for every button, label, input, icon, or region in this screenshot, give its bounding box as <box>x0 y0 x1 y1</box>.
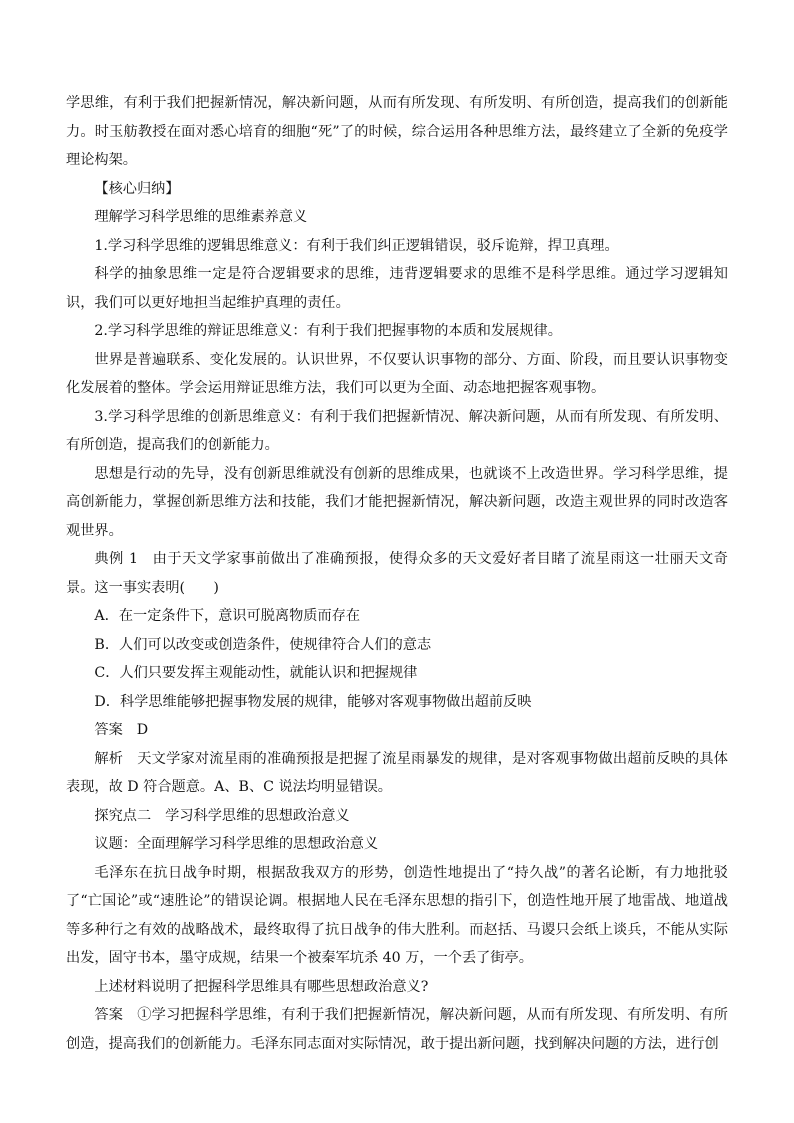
explore-title: 学习科学思维的思想政治意义 <box>165 807 350 824</box>
logic-significance: 1.学习科学思维的逻辑思维意义：有利于我们纠正逻辑错误，驳斥诡辩，捍卫真理。 <box>94 237 619 254</box>
answer-value: D <box>136 722 149 738</box>
option-c: C．人们只要发挥主观能动性，就能认识和把握规律 <box>94 665 418 681</box>
answer2-paragraph <box>66 1001 728 1058</box>
analysis-label: 解析 <box>94 750 124 767</box>
dialectic-significance: 2.学习科学思维的辩证思维意义：有利于我们把握事物的本质和发展规律。 <box>94 323 562 339</box>
logic-detail: 科学的抽象思维一定是符合逻辑要求的思维，违背逻辑要求的思维不是科学思维。通过学习逻辑知识，我们可以更好地担当起维护真理的责任。 <box>66 266 728 311</box>
explore-label: 探究点二 <box>94 807 152 824</box>
option-b: B．人们可以改变或创造条件，使规律符合人们的意志 <box>94 636 432 653</box>
example-question <box>66 545 728 602</box>
answer-label: 答案 <box>94 722 123 738</box>
answer2-label: 答案 <box>94 1007 124 1023</box>
answer-line <box>66 716 728 745</box>
analysis-line <box>66 745 728 802</box>
option-d: D．科学思维能够把握事物发展的规律，能够对客观事物做出超前反映 <box>94 693 532 710</box>
topic-line: 议题：全面理解学习科学思维的思想政治意义 <box>94 836 379 852</box>
analysis-text: 天文学家对流星雨的准确预报是把握了流星雨暴发的规律，是对客观事物做出超前反映的具体表现，故 D 符合题意。A、B、C 说法均明显错误。 <box>66 750 728 795</box>
question-line: 上述材料说明了把握科学思维具有哪些思想政治意义? <box>94 978 429 995</box>
answer2-text: ①学习把握科学思维，有利于我们把握新情况，解决新问题，从而有所发现、有所发明、有所创造，提高我们的创新能力。毛泽东同志面对实际情况，敢于提出新问题，找到解决问题的方法，进行创 <box>66 1007 728 1052</box>
document-body <box>66 89 728 1058</box>
understand-line: 理解学习科学思维的思维素养意义 <box>94 209 308 225</box>
explore-heading <box>66 802 728 831</box>
innovation-detail: 思想是行动的先导，没有创新思维就没有创新的思维成果，也就谈不上改造世界。学习科学思维，提高创新能力，掌握创新思维方法和技能，我们才能把握新情况，解决新问题，改造主观世界的同时改造客观世界。 <box>66 465 728 539</box>
option-a: A．在一定条件下，意识可脱离物质而存在 <box>94 608 361 624</box>
core-summary-heading: 【核心归纳】 <box>94 180 180 197</box>
dialectic-detail: 世界是普遍联系、变化发展的。认识世界，不仅要认识事物的部分、方面、阶段，而且要认识事物变化发展着的整体。学会运用辩证思维方法，我们可以更为全面、动态地把握客观事物。 <box>66 351 728 396</box>
intro-paragraph: 学思维，有利于我们把握新情况，解决新问题，从而有所发现、有所发明、有所创造，提高我们的创新能力。时玉舫教授在面对悉心培育的细胞“死”了的时候，综合运用各种思维方法，最终建立了全新的免疫学理论构架。 <box>66 95 728 168</box>
innovation-significance: 3.学习科学思维的创新思维意义：有利于我们把握新情况、解决新问题，从而有所发现、有所发明、有所创造，提高我们的创新能力。 <box>66 408 728 453</box>
example-text: 由于天文学家事前做出了准确预报，使得众多的天文爱好者目睹了流星雨这一壮丽天文奇景。这一事实表明( ) <box>66 551 728 596</box>
material-paragraph: 毛泽东在抗日战争时期，根据敌我双方的形势，创造性地提出了“持久战”的著名论断，有力地批驳了“亡国论”或“速胜论”的错误论调。根据地人民在毛泽东思想的指引下，创造性地开展了地雷战、地道战等多种行之有效的战略战术，最终取得了抗日战争的伟大胜利。而赵括、马谡只会纸上谈兵，不能从实际出发，固守书本，墨守成规，结果一个被秦军坑杀 40 万，一个丢了街亭。 <box>66 864 728 966</box>
example-label: 典例 1 <box>94 551 139 567</box>
